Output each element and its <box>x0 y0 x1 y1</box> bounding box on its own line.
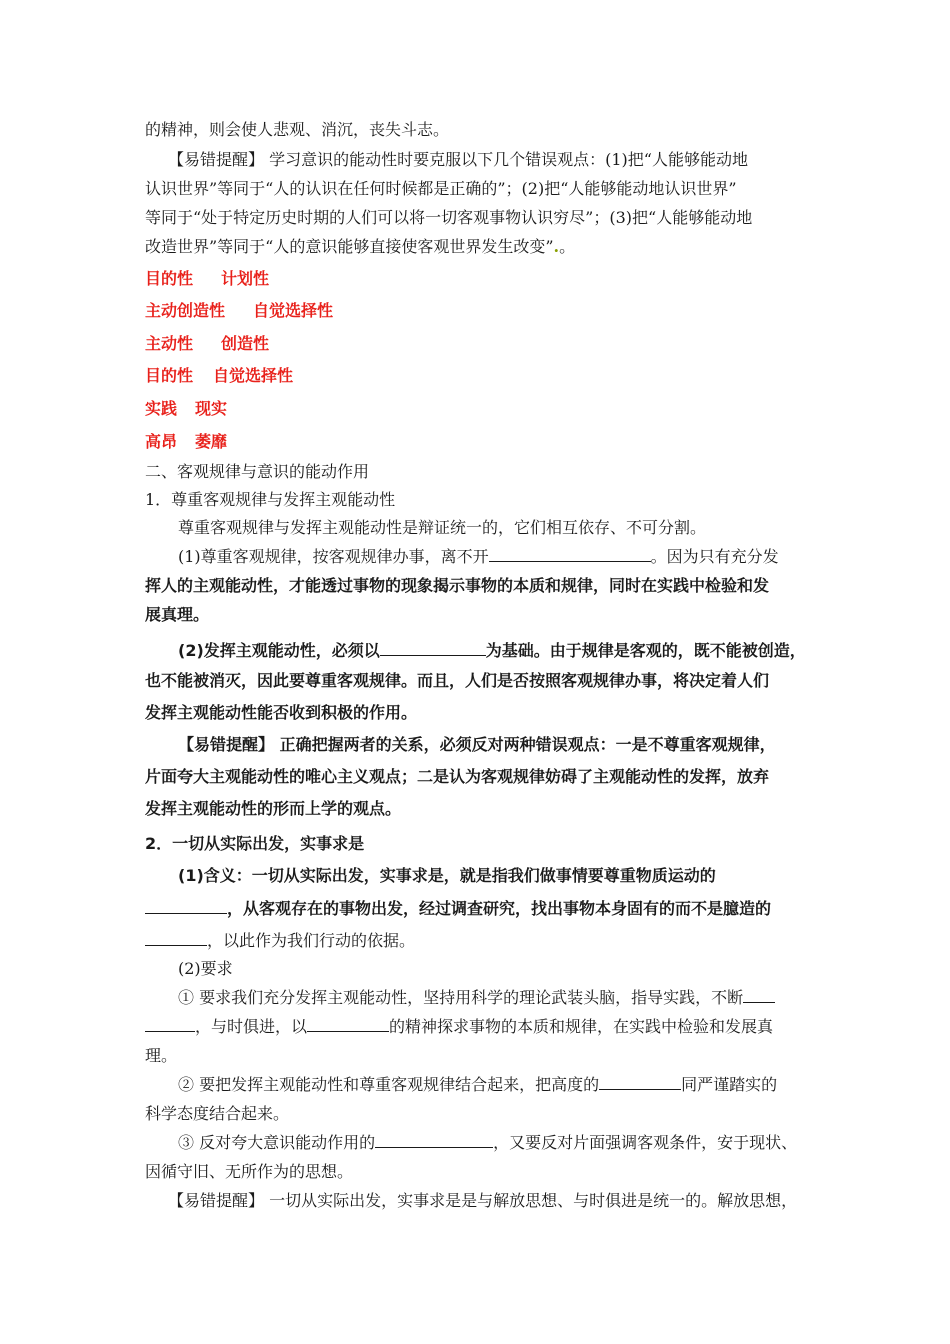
text-line: ，以此作为我们行动的依据。 <box>145 930 415 952</box>
text-line: 认识世界”等同于“人的认识在任何时候都是正确的”；(2)把“人能够能动地认识世界” <box>145 179 737 198</box>
answer-line: 主动性 创造性 <box>145 334 270 353</box>
text-line: 科学态度结合起来。 <box>145 1104 290 1123</box>
fill-blank[interactable] <box>380 641 486 656</box>
section-heading: 二、客观规律与意识的能动作用 <box>145 462 370 481</box>
answer-line: 实践 现实 <box>145 399 228 418</box>
answer-line: 目的性 自觉选择性 <box>145 366 294 385</box>
text-line: (1)尊重客观规律，按客观规律办事，离不开 。因为只有充分发 <box>178 547 779 566</box>
fill-blank[interactable] <box>375 1133 493 1148</box>
fill-blank[interactable] <box>145 931 207 946</box>
text-line: ① 要求我们充分发挥主观能动性，坚持用科学的理论武装头脑，指导实践，不断 <box>178 987 775 1009</box>
text-line: 改造世界”等同于“人的意识能够直接使客观世界发生改变”.。 <box>145 237 576 256</box>
text-line: (2)发挥主观能动性，必须以 为基础。由于规律是客观的，既不能被创造， <box>178 641 806 660</box>
fill-blank[interactable] <box>307 1017 389 1032</box>
error-tip-1: 【易错提醒】 学习意识的能动性时要克服以下几个错误观点：(1)把“人能够能动地 <box>168 150 748 169</box>
text-line: ，从客观存在的事物出发，经过调查研究，找出事物本身固有的而不是臆造的 <box>145 898 771 920</box>
text-line: 因循守旧、无所作为的思想。 <box>145 1162 354 1181</box>
text-line: (2)要求 <box>178 959 233 978</box>
text-line: 理。 <box>145 1046 178 1065</box>
text-line: 展真理。 <box>145 605 210 624</box>
subheading-2: 2．一切从实际出发，实事求是 <box>145 834 365 853</box>
text-line: 片面夸大主观能动性的唯心主义观点；二是认为客观规律妨碍了主观能动性的发挥，放弃 <box>145 767 770 786</box>
answer-line: 高昂 萎靡 <box>145 432 228 451</box>
fill-blank[interactable] <box>145 899 227 914</box>
text-line: 挥人的主观能动性，才能透过事物的现象揭示事物的本质和规律，同时在实践中检验和发 <box>145 576 770 595</box>
text-line: 也不能被消灭，因此要尊重客观规律。而且，人们是否按照客观规律办事，将决定着人们 <box>145 671 770 690</box>
fill-blank[interactable] <box>489 547 651 562</box>
error-tip-3: 【易错提醒】 一切从实际出发，实事求是是与解放思想、与时俱进是统一的。解放思想， <box>168 1191 798 1210</box>
fill-blank[interactable] <box>743 988 775 1003</box>
text-line: (1)含义：一切从实际出发，实事求是，就是指我们做事情要尊重物质运动的 <box>178 866 716 885</box>
text-line: 发挥主观能动性的形而上学的观点。 <box>145 799 402 818</box>
text-line: 发挥主观能动性能否收到积极的作用。 <box>145 703 418 722</box>
answer-line: 主动创造性 自觉选择性 <box>145 301 334 320</box>
fill-blank[interactable] <box>145 1017 195 1032</box>
error-tip-2: 【易错提醒】 正确把握两者的关系，必须反对两种错误观点：一是不尊重客观规律， <box>178 735 776 754</box>
subheading-1: 1．尊重客观规律与发挥主观能动性 <box>145 490 396 509</box>
answer-line: 目的性 计划性 <box>145 269 270 288</box>
text-line: 尊重客观规律与发挥主观能动性是辩证统一的，它们相互依存、不可分割。 <box>178 518 707 537</box>
text-line: 的精神，则会使人悲观、消沉，丧失斗志。 <box>145 120 450 139</box>
text-line: 等同于“处于特定历史时期的人们可以将一切客观事物认识穷尽”；(3)把“人能够能动地 <box>145 208 753 227</box>
fill-blank[interactable] <box>599 1075 681 1090</box>
text-line: ，与时俱进，以 的精神探求事物的本质和规律，在实践中检验和发展真 <box>145 1016 773 1038</box>
text-line: ③ 反对夸大意识能动作用的 ，又要反对片面强调客观条件，安于现状、 <box>178 1133 798 1152</box>
text-line: ② 要把发挥主观能动性和尊重客观规律结合起来，把高度的 同严谨踏实的 <box>178 1075 778 1094</box>
